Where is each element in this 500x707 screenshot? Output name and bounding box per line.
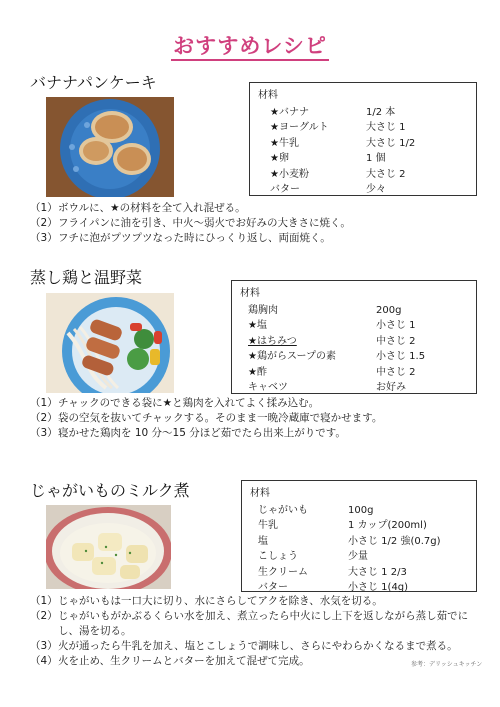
- ingredient-name: 塩: [258, 535, 268, 547]
- potato-milk-image: [46, 505, 171, 589]
- ingredient-row: [250, 565, 468, 581]
- steamed-chicken-image: [46, 293, 174, 393]
- ingredients-heading: 材料: [240, 288, 260, 299]
- ingredient-name: ★塩: [248, 320, 267, 331]
- source-footnote: 参考：デリッシュキッチン: [411, 661, 483, 668]
- ingredient-amount: 小さじ 1: [376, 320, 416, 331]
- step-item: [30, 594, 480, 609]
- recipe-1-title: バナナパンケーキ: [30, 73, 157, 92]
- ingredient-amount: お好み: [376, 382, 406, 393]
- ingredient-row: [258, 136, 468, 152]
- ingredient-amount: 小さじ 1(4g): [348, 582, 409, 593]
- recipe-3-title: じゃがいものミルク煮: [30, 481, 190, 500]
- ingredient-row: [240, 303, 468, 319]
- ingredients-heading: 材料: [258, 90, 278, 101]
- step-number: （1）: [30, 595, 58, 607]
- recipe-2-steps: [30, 396, 480, 441]
- pancake-image: [46, 97, 174, 197]
- recipe-1-ingredients-box: [249, 82, 477, 196]
- step-number: （1）: [30, 397, 58, 409]
- step-text: フライパンに油を引き、中火～弱火でお好みの大きさに焼く。: [58, 217, 351, 229]
- ingredient-name: ★ヨーグルト: [270, 122, 329, 133]
- ingredient-amount: 1/2 本: [366, 106, 396, 118]
- ingredient-row: [250, 534, 468, 550]
- step-text: 火が通ったら牛乳を加え、塩とこしょうで調味し、さらにやわらかくなるまで煮る。: [58, 640, 458, 652]
- ingredient-row: [250, 518, 468, 534]
- ingredient-row: [250, 549, 468, 565]
- step-number: （3）: [30, 640, 58, 652]
- ingredient-row: [240, 380, 468, 396]
- step-text: ボウルに、★の材料を全て入れ混ぜる。: [58, 202, 246, 214]
- ingredient-row: [258, 120, 468, 136]
- ingredient-name: ★酢: [248, 366, 267, 378]
- ingredient-name: ★バナナ: [270, 106, 309, 118]
- step-text: 火を止め、生クリームとバターを加えて混ぜて完成。: [58, 655, 310, 667]
- step-item: [30, 411, 480, 426]
- ingredients-heading: 材料: [250, 488, 270, 499]
- step-item: [30, 426, 480, 441]
- step-number: （2）: [30, 610, 58, 622]
- page-title: [0, 30, 500, 60]
- steamed-chicken-photo: [46, 293, 174, 393]
- recipe-2-ingredients-box: [231, 280, 477, 394]
- ingredient-row: [258, 105, 468, 121]
- ingredient-name: バター: [258, 582, 288, 593]
- step-text: 寝かせた鶏肉を 10 分～15 分ほど茹でたら出来上がりです。: [58, 427, 346, 439]
- ingredient-row: [258, 151, 468, 167]
- ingredient-amount: 1 カップ(200ml): [348, 520, 427, 531]
- ingredient-amount: 大さじ 1: [366, 122, 406, 133]
- ingredient-name: 生クリーム: [258, 566, 308, 578]
- recipe-3-steps: [30, 594, 483, 669]
- step-item: [30, 201, 480, 216]
- ingredient-amount: 大さじ 1 2/3: [348, 566, 407, 578]
- step-item: [30, 396, 480, 411]
- ingredient-row: [240, 334, 468, 350]
- step-text: じゃがいもは一口大に切り、水にさらしてアクを除き、水気を切る。: [58, 595, 383, 607]
- ingredient-amount: 大さじ 2: [366, 168, 406, 180]
- ingredient-name: 牛乳: [258, 520, 278, 531]
- step-number: （3）: [30, 427, 58, 439]
- step-number: （4）: [30, 655, 58, 667]
- step-text: 袋の空気を抜いてチャックする。そのまま一晩冷蔵庫で寝かせます。: [58, 412, 383, 424]
- step-item: [30, 609, 480, 639]
- ingredient-row: [240, 318, 468, 334]
- ingredient-row: [250, 503, 468, 519]
- ingredient-amount: 200g: [376, 304, 402, 316]
- ingredient-amount: 中さじ 2: [376, 366, 416, 378]
- ingredient-name: じゃがいも: [258, 504, 308, 516]
- step-item: [30, 216, 480, 231]
- recipe-3-ingredients-box: [241, 480, 477, 592]
- recipe-2-title: 蒸し鶏と温野菜: [30, 268, 143, 287]
- ingredient-name: ★小麦粉: [270, 168, 309, 180]
- ingredient-amount: 小さじ 1/2 強(0.7g): [348, 535, 441, 547]
- page-title-text: おすすめレシピ: [171, 34, 329, 61]
- recipe-1-steps: [30, 201, 480, 246]
- step-text: じゃがいもがかぶるくらい水を加え、煮立ったら中火にし上下を返しながら蒸し茹でにし、湯を切る。: [58, 610, 469, 637]
- ingredient-amount: 中さじ 2: [376, 335, 416, 347]
- step-number: （1）: [30, 202, 58, 214]
- pancake-photo: [46, 97, 174, 197]
- potato-milk-photo: [46, 505, 171, 589]
- step-item: [30, 639, 480, 654]
- ingredient-name: こしょう: [258, 551, 298, 562]
- step-item: [30, 231, 480, 246]
- ingredient-row: [240, 365, 468, 381]
- ingredient-name: ★鶏がらスープの素: [248, 351, 336, 362]
- step-number: （2）: [30, 217, 58, 229]
- ingredient-amount: 少量: [348, 551, 368, 562]
- ingredient-row: [240, 349, 468, 365]
- ingredient-amount: 1 個: [366, 153, 386, 164]
- ingredient-name: 鶏胸肉: [248, 304, 278, 316]
- ingredient-amount: 少々: [366, 184, 386, 195]
- step-text: チャックのできる袋に★と鶏肉を入れてよく揉み込む。: [58, 397, 320, 409]
- ingredient-amount: 100g: [348, 504, 374, 516]
- ingredient-amount: 小さじ 1.5: [376, 351, 426, 362]
- ingredient-name: ★卵: [270, 153, 289, 164]
- step-number: （3）: [30, 232, 58, 244]
- step-text: フチに泡がプツプツなった時にひっくり返し、両面焼く。: [58, 232, 331, 244]
- ingredient-name: キャベツ: [248, 382, 288, 393]
- step-number: （2）: [30, 412, 58, 424]
- ingredient-amount: 大さじ 1/2: [366, 137, 416, 149]
- ingredient-row: [258, 167, 468, 183]
- ingredient-name: ★はちみつ: [248, 335, 297, 347]
- ingredient-name: バター: [270, 184, 300, 195]
- ingredient-row: [258, 182, 468, 198]
- ingredient-name: ★牛乳: [270, 137, 299, 149]
